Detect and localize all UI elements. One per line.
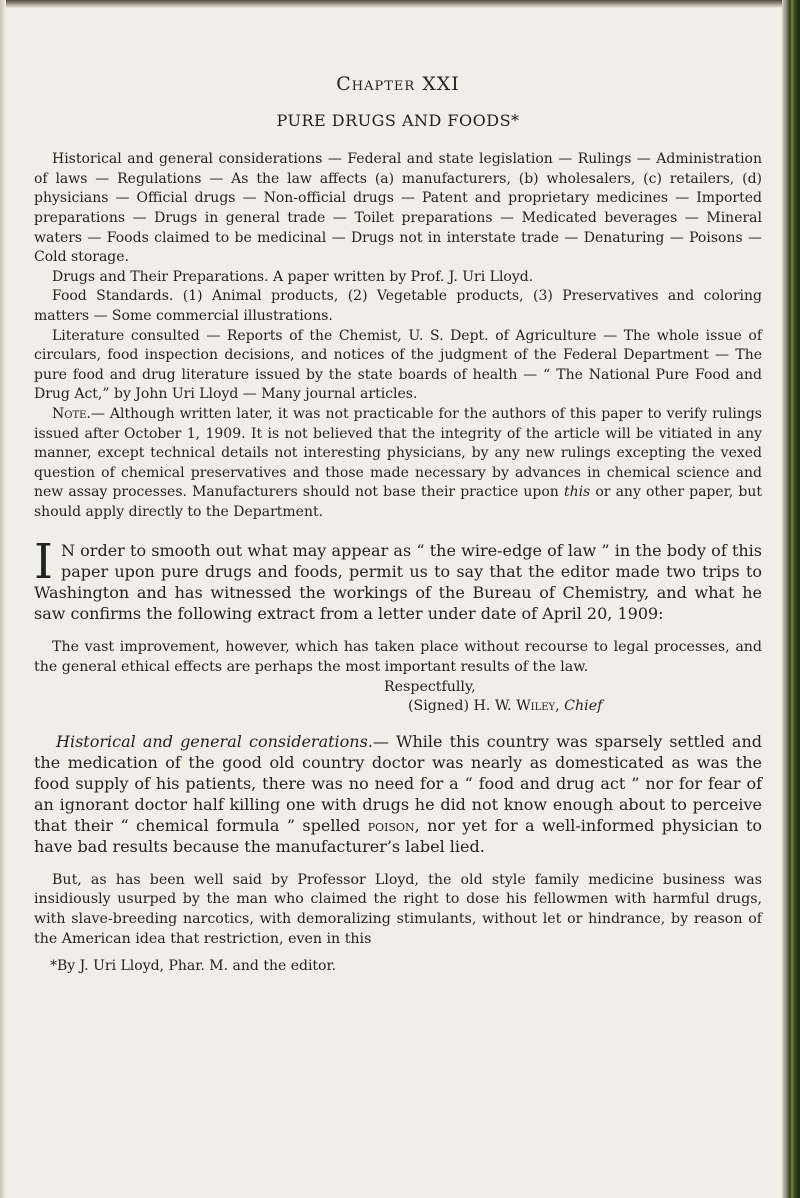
chapter-heading: Chapter XXI bbox=[336, 73, 460, 95]
note-this: this bbox=[563, 484, 591, 501]
literature-paragraph: Literature consulted — Reports of the Chemist, U. S. Dept. of Agriculture — The whole issue of circulars, food inspection decisions, and notices of the judgment of the Federal Department — The pure food and drug literature issued by the state boards of health — “ The National Pure Food and Drug Act,” by John Uri Lloyd — Many journal articles. bbox=[34, 327, 762, 403]
signature-line bbox=[34, 697, 762, 717]
historical-heading: Historical and general considerations. bbox=[56, 731, 373, 751]
page-edge-top bbox=[0, 0, 800, 8]
spacer bbox=[34, 857, 762, 871]
spacer bbox=[34, 624, 762, 638]
page-edge-left bbox=[0, 0, 6, 1198]
footnote: *By J. Uri Lloyd, Phar. M. and the editor. bbox=[50, 958, 337, 975]
letter-quote: The vast improvement, however, which has taken place without recourse to legal processes, and the general ethical effects are perhaps the most important results of the law. bbox=[34, 639, 762, 676]
historical-paragraph bbox=[34, 731, 762, 857]
historical-end: , nor yet for a well-informed physician to have bad results because the manufacturer’s label lied. bbox=[34, 815, 762, 856]
poison-word: poison bbox=[367, 815, 415, 835]
signed-title: Chief bbox=[564, 698, 603, 715]
synopsis-paragraph: Historical and general considerations — Federal and state legislation — Rulings — Administration of laws — Regulations — As the law affects (a) manufacturers, (b) wholesalers, (c) retailers, (d) physicians — Official drugs — Non-official drugs — Patent and proprietary medicines — Imported preparations — Drugs in general trade — Toilet preparations — Medicated beverages — Mineral waters — Foods claimed to be medicinal — Drugs not in interstate trade — Denaturing — Poisons — Cold storage. bbox=[34, 151, 762, 266]
historical-text: — While this country was sparsely settled and the medication of the good old country doctor was nearly as domesticated as was the food supply of his patients, there was no need for a “ food and drug act ” nor for fear of an ignorant doctor half killing one with drugs he did not know enough about to perceive that their “ chemical formula ” spelled bbox=[34, 731, 763, 835]
spacer bbox=[34, 522, 762, 536]
drop-cap: I bbox=[34, 534, 53, 591]
lead-text: N order to smooth out what may appear as “ the wire-edge of law ” in the body of this paper upon pure drugs and foods, permit us to say that the editor made two trips to Washington and has witnessed the workings of the Bureau of Chemistry, and what he saw confirms the following extract from a letter under date of April 20, 1909: bbox=[34, 541, 762, 624]
page-content bbox=[34, 75, 762, 977]
note-paragraph bbox=[34, 405, 762, 523]
lead-paragraph bbox=[34, 534, 762, 624]
note-end: or any other paper, but should apply directly to the Department. bbox=[34, 484, 762, 520]
spacer bbox=[34, 717, 762, 731]
food-standards-line: Food Standards. (1) Animal products, (2) Vegetable products, (3) Preservatives and coloring matters — Some commercial illustrations. bbox=[34, 288, 762, 324]
note-label: Note. bbox=[52, 405, 91, 422]
signed-prefix: (Signed) H. W. bbox=[408, 698, 512, 715]
signoff: Respectfully, bbox=[384, 678, 476, 695]
signed-name: Wiley, bbox=[516, 698, 560, 715]
but-paragraph: But, as has been well said by Professor Lloyd, the old style family medicine business was insidiously usurped by the man who claimed the right to dose his fellowmen with harmful drugs, with slave-breeding narcotics, with demoralizing stimulants, without let or hindrance, by reason of the American idea that restriction, even in this bbox=[34, 871, 762, 947]
note-text: — Although written later, it was not practicable for the authors of this paper to verify rulings issued after October 1, 1909. It is not believed that the integrity of the article will be vitiated in any manner, except technical details not interesting physicians, by any new rulings excepting the vexed question of chemical preservatives and those made necessary by advances in chemical science and new assay processes. Manufacturers should not base their practice upon bbox=[34, 405, 762, 501]
page-edge-right bbox=[782, 0, 800, 1198]
page-title: PURE DRUGS AND FOODS* bbox=[276, 110, 520, 130]
drugs-preparations-line: Drugs and Their Preparations. A paper written by Prof. J. Uri Lloyd. bbox=[52, 268, 534, 285]
